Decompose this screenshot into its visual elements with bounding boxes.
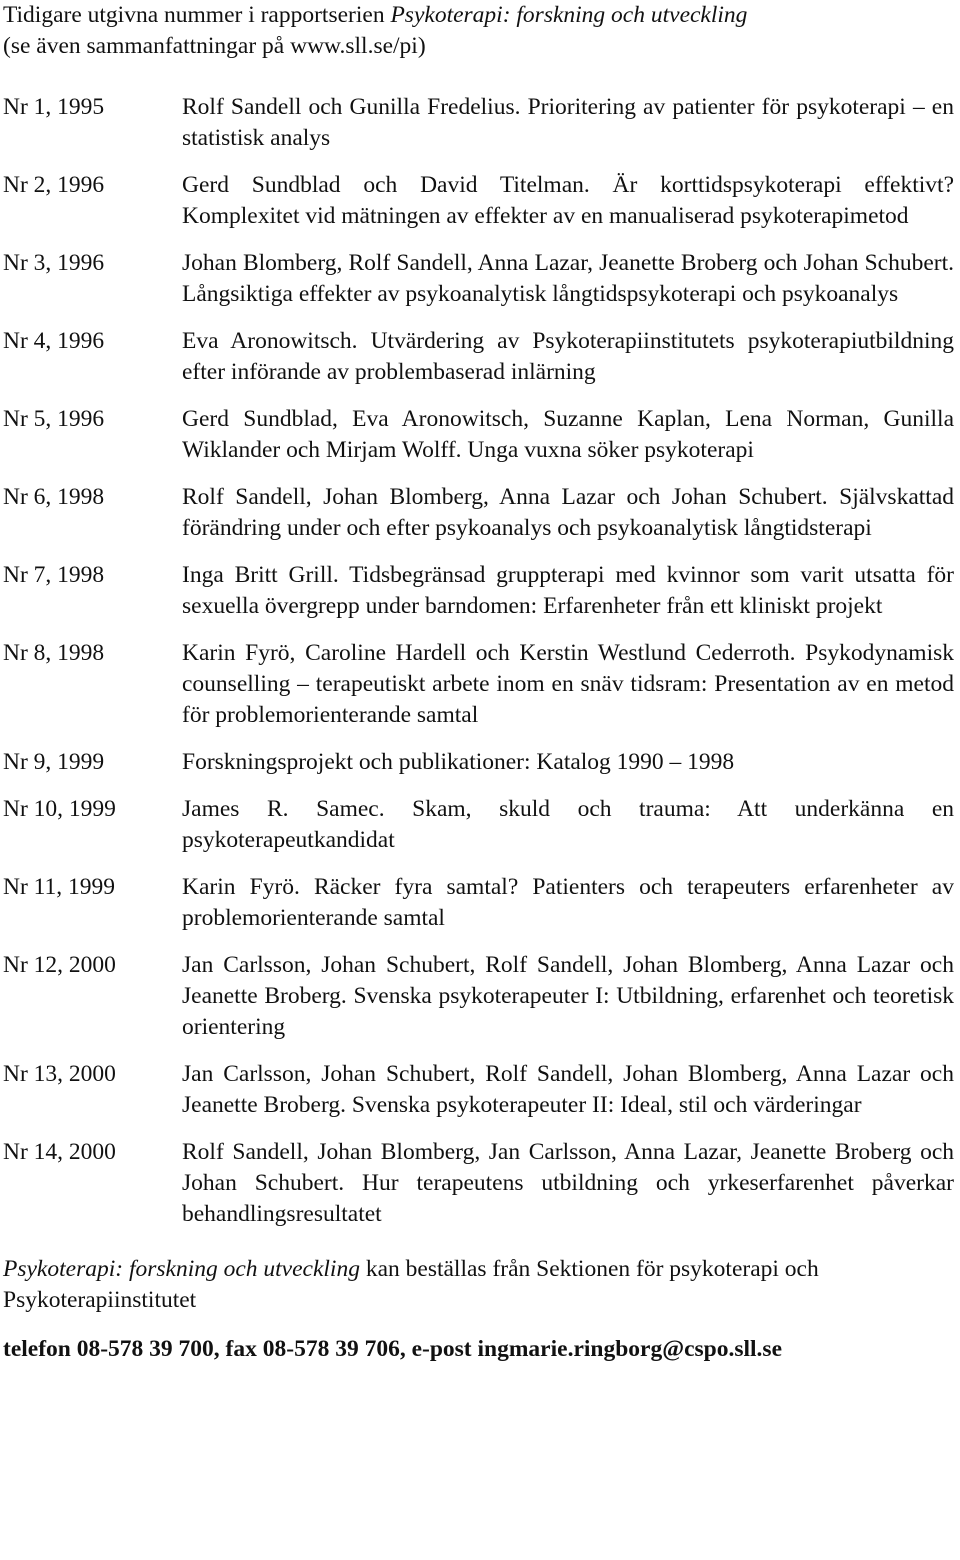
entry-authors: Karin Fyrö. <box>182 874 300 900</box>
entry-text <box>182 326 956 388</box>
publication-entry <box>3 326 956 388</box>
entry-title: Tidsbegränsad gruppterapi med kvinnor som varit utsatta för sexuella övergrepp under barndomen: Erfarenheter från ett kliniskt projekt <box>182 562 954 619</box>
entry-authors: Rolf Sandell och Gunilla Fredelius. <box>182 94 521 120</box>
entry-authors: James R. Samec. <box>182 796 385 822</box>
entry-number: Nr 1, 1995 <box>3 94 105 120</box>
entry-number: Nr 5, 1996 <box>3 406 105 432</box>
entry-title: Självskattad förändring under och efter psykoanalys och psykoanalytisk långtidsterapi <box>182 484 954 541</box>
entry-text <box>182 560 956 622</box>
entry-text <box>182 482 956 544</box>
intro-paragraph <box>3 0 956 62</box>
entry-text <box>182 638 956 731</box>
entry-authors: Rolf Sandell, Johan Blomberg, Anna Lazar och Johan Schubert. <box>182 484 828 510</box>
entry-title: Är korttidspsykoterapi effektivt? Komplexitet vid mätningen av effekter av en manualiserad psykoterapimetod <box>182 172 954 229</box>
publication-entry <box>3 638 956 731</box>
entry-number: Nr 11, 1999 <box>3 874 116 900</box>
publication-entry <box>3 92 956 154</box>
entry-title: Svenska psykoterapeuter II: Ideal, stil och värderingar <box>346 1092 862 1118</box>
publication-entry <box>3 170 956 232</box>
entry-title: Skam, skuld och trauma: Att underkänna en psykoterapeutkandidat <box>182 796 954 853</box>
entry-title: Svenska psykoterapeuter I: Utbildning, erfarenhet och teoretisk orientering <box>182 983 954 1040</box>
contact-line: telefon 08-578 39 700, fax 08-578 39 706, e-post ingmarie.ringborg@cspo.sll.se <box>3 1336 783 1362</box>
publication-entry <box>3 1137 956 1230</box>
entry-number: Nr 7, 1998 <box>3 562 105 588</box>
intro-suffix: (se även sammanfattningar på www.sll.se/pi) <box>3 33 426 59</box>
publication-entry <box>3 1059 956 1121</box>
entry-number: Nr 8, 1998 <box>3 640 105 666</box>
entry-title: Räcker fyra samtal? Patienters och terapeuters erfarenheter av problemorienterande samtal <box>182 874 954 931</box>
publication-entry <box>3 248 956 310</box>
order-info <box>3 1254 956 1316</box>
publication-entry <box>3 794 956 856</box>
publication-list <box>3 92 956 1230</box>
footer-series-title: Psykoterapi: forskning och utveckling <box>3 1256 360 1282</box>
entry-authors: Johan Blomberg, Rolf Sandell, Anna Lazar, Jeanette Broberg och Johan Schubert. <box>182 250 954 276</box>
entry-authors: Rolf Sandell, Johan Blomberg, Jan Carlsson, Anna Lazar, Jeanette Broberg och Johan Schubert. <box>182 1139 954 1196</box>
entry-number: Nr 9, 1999 <box>3 749 105 775</box>
entry-text <box>182 170 956 232</box>
entry-authors: Karin Fyrö, Caroline Hardell och Kerstin Westlund Cederroth. <box>182 640 796 666</box>
intro-prefix: Tidigare utgivna nummer i rapportserien <box>3 2 391 28</box>
entry-authors: Jan Carlsson, Johan Schubert, Rolf Sandell, Johan Blomberg, Anna Lazar och Jeanette Broberg. <box>182 952 954 1009</box>
entry-text <box>182 404 956 466</box>
entry-number: Nr 6, 1998 <box>3 484 105 510</box>
publication-entry <box>3 747 956 778</box>
entry-title: Hur terapeutens utbildning och yrkeserfarenhet påverkar behandlingsresultatet <box>182 1170 954 1227</box>
entry-title: Unga vuxna söker psykoterapi <box>461 437 754 463</box>
entry-number: Nr 12, 2000 <box>3 952 116 978</box>
entry-number: Nr 13, 2000 <box>3 1061 116 1087</box>
footer-order-text: kan beställas från Sektionen för psykoterapi och Psykoterapiinstitutet <box>3 1256 819 1313</box>
entry-authors: Eva Aronowitsch. <box>182 328 358 354</box>
entry-text <box>182 1059 956 1121</box>
entry-authors: Gerd Sundblad, Eva Aronowitsch, Suzanne Kaplan, Lena Norman, Gunilla Wiklander och Mirjam Wolff. <box>182 406 954 463</box>
entry-number: Nr 14, 2000 <box>3 1139 116 1165</box>
publication-entry <box>3 950 956 1043</box>
publication-entry <box>3 404 956 466</box>
entry-title: Prioritering av patienter för psykoterapi – en statistisk analys <box>182 94 954 151</box>
entry-text <box>182 1137 956 1230</box>
publication-entry <box>3 872 956 934</box>
entry-text <box>182 248 956 310</box>
entry-number: Nr 4, 1996 <box>3 328 105 354</box>
entry-text <box>182 92 956 154</box>
entry-title: Utvärdering av Psykoterapiinstitutets psykoterapiutbildning efter införande av problembaserad inlärning <box>182 328 954 385</box>
entry-title: Forskningsprojekt och publikationer: Katalog 1990 – 1998 <box>182 749 735 775</box>
publication-entry <box>3 560 956 622</box>
entry-text <box>182 747 956 778</box>
entry-number: Nr 10, 1999 <box>3 796 116 822</box>
publication-entry <box>3 482 956 544</box>
entry-authors: Inga Britt Grill. <box>182 562 339 588</box>
entry-text <box>182 872 956 934</box>
entry-number: Nr 3, 1996 <box>3 250 105 276</box>
intro-series-title: Psykoterapi: forskning och utveckling <box>390 2 748 28</box>
entry-authors: Jan Carlsson, Johan Schubert, Rolf Sandell, Johan Blomberg, Anna Lazar och Jeanette Broberg. <box>182 1061 954 1118</box>
entry-title: Långsiktiga effekter av psykoanalytisk långtidspsykoterapi och psykoanalys <box>182 281 899 307</box>
entry-title: Psykodynamisk counselling – terapeutiskt arbete inom en snäv tidsram: Presentation av en metod för problemorienterande samtal <box>182 640 954 728</box>
entry-number: Nr 2, 1996 <box>3 172 105 198</box>
entry-authors: Gerd Sundblad och David Titelman. <box>182 172 590 198</box>
entry-text <box>182 794 956 856</box>
entry-text <box>182 950 956 1043</box>
